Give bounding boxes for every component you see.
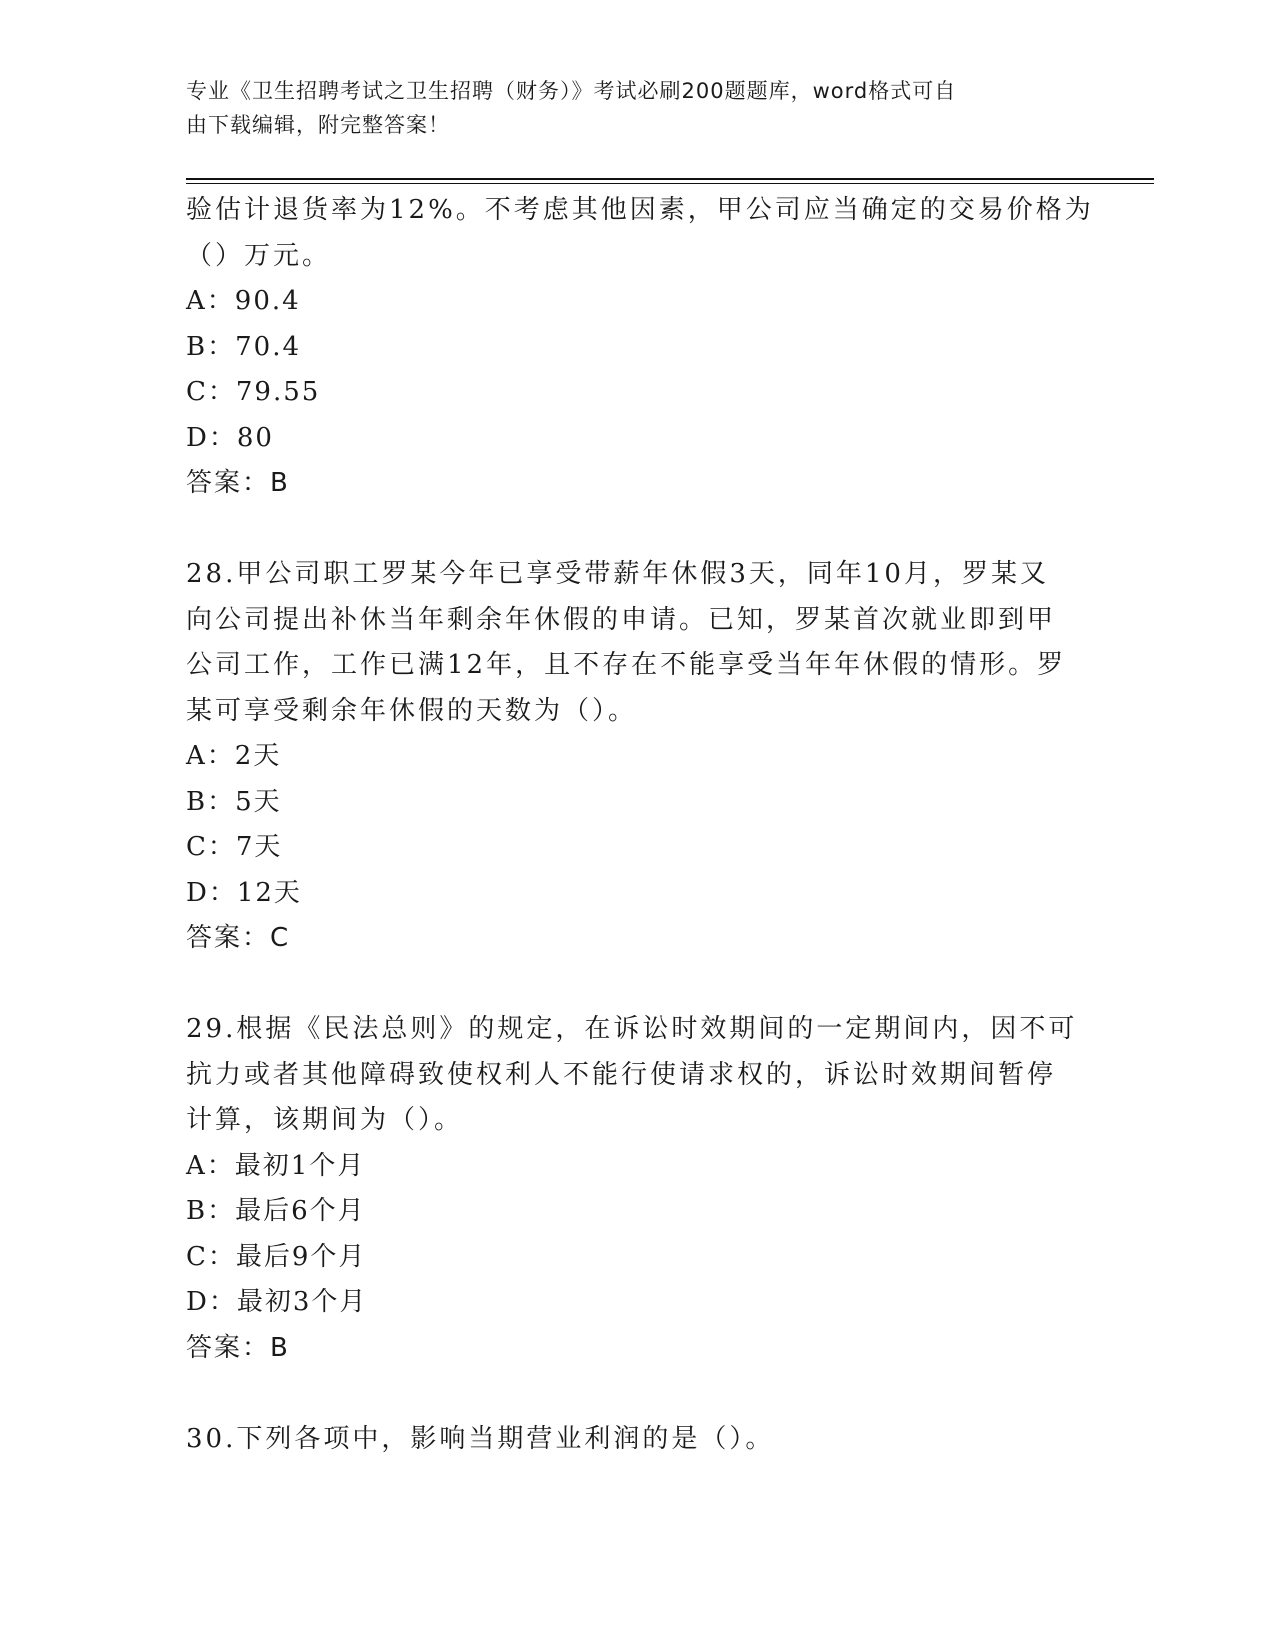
option-c: C：7天: [186, 832, 283, 862]
option-b: B：最后6个月: [186, 1196, 366, 1226]
question-text-line: 计算，该期间为（）。: [186, 1105, 464, 1135]
option-a: A：2天: [186, 741, 282, 771]
header-line: 专业《卫生招聘考试之卫生招聘（财务）》考试必刷200题题库，word格式可自: [186, 79, 957, 103]
question-text-line: 向公司提出补休当年剩余年休假的申请。已知，罗某首次就业即到甲: [186, 604, 1057, 635]
question-content: [186, 188, 1094, 1462]
option-d: D：12天: [186, 877, 302, 908]
question-text-line: 公司工作，工作已满12年，且不存在不能享受当年年休假的情形。罗: [186, 650, 1067, 680]
option-c: C：79.55: [186, 377, 321, 407]
question-text-line: （）万元。: [186, 240, 332, 271]
option-c: C：最后9个月: [186, 1241, 367, 1272]
option-b: B：70.4: [186, 331, 301, 362]
question-continued: [186, 188, 1094, 507]
question-text-line: 28.甲公司职工罗某今年已享受带薪年休假3天，同年10月，罗某又: [186, 559, 1049, 589]
option-d: D：最初3个月: [186, 1287, 368, 1317]
spacer: [186, 507, 1086, 553]
answer-line: 答案：B: [186, 1332, 290, 1363]
header-line: 由下载编辑，附完整答案！: [186, 113, 450, 137]
spacer: [186, 962, 1086, 1008]
spacer: [186, 1371, 1086, 1417]
option-a: A：90.4: [186, 286, 301, 316]
option-a: A：最初1个月: [186, 1150, 366, 1181]
question-30: [186, 1417, 1086, 1463]
question-text-line: 29.根据《民法总则》的规定，在诉讼时效期间的一定期间内，因不可: [186, 1014, 1078, 1044]
header-divider-thick: [186, 178, 1154, 180]
question-text-line: 30.下列各项中，影响当期营业利润的是（）。: [186, 1423, 775, 1454]
question-text-line: 验估计退货率为12%。不考虑其他因素，甲公司应当确定的交易价格为: [186, 195, 1094, 225]
question-text-line: 某可享受剩余年休假的天数为（）。: [186, 695, 638, 726]
question-text-line: 抗力或者其他障碍致使权利人不能行使请求权的，诉讼时效期间暂停: [186, 1059, 1057, 1090]
answer-line: 答案：C: [186, 923, 291, 953]
question-28: [186, 552, 1086, 962]
option-d: D：80: [186, 422, 274, 453]
answer-line: 答案：B: [186, 468, 290, 498]
option-b: B：5天: [186, 786, 282, 817]
question-29: [186, 1007, 1086, 1371]
document-header: [186, 74, 1066, 142]
header-divider-thin: [186, 183, 1154, 184]
